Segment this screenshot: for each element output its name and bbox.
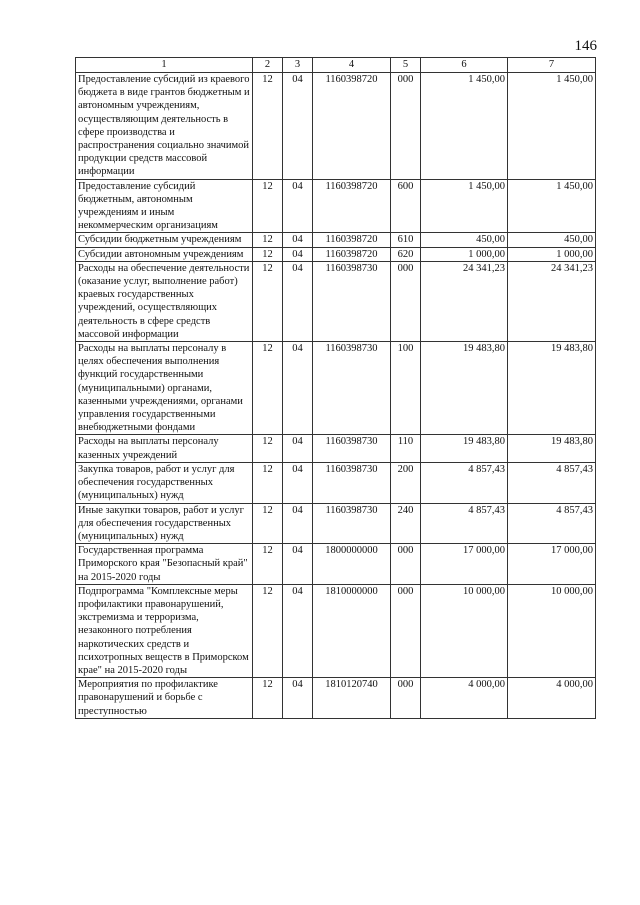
amount-cell-6: 1 450,00	[421, 179, 508, 233]
amount-cell-7: 4 857,43	[508, 462, 596, 503]
amount-cell-7: 1 450,00	[508, 73, 596, 180]
section-cell: 12	[253, 73, 283, 180]
amount-cell-6: 19 483,80	[421, 342, 508, 435]
section-cell: 12	[253, 261, 283, 341]
row-name-cell: Предоставление субсидий бюджетным, автономным учреждениям и иным некоммерческим организациям	[76, 179, 253, 233]
target-code-cell: 1160398720	[313, 179, 391, 233]
section-cell: 12	[253, 462, 283, 503]
table-row	[76, 584, 596, 677]
target-code-cell: 1160398720	[313, 233, 391, 247]
subsection-cell: 04	[283, 435, 313, 462]
subsection-cell: 04	[283, 179, 313, 233]
amount-cell-7: 4 000,00	[508, 678, 596, 719]
table-row	[76, 342, 596, 435]
table-row	[76, 544, 596, 585]
amount-cell-6: 10 000,00	[421, 584, 508, 677]
amount-cell-6: 450,00	[421, 233, 508, 247]
target-code-cell: 1160398730	[313, 435, 391, 462]
amount-cell-7: 1 450,00	[508, 179, 596, 233]
page-number: 146	[574, 38, 597, 54]
row-name-cell: Предоставление субсидий из краевого бюджета в виде грантов бюджетным и автономным учреждениям, осуществляющим деятельность в сфере производства и распространения социально значимой продукции средств массовой информации	[76, 73, 253, 180]
amount-cell-7: 1 000,00	[508, 247, 596, 261]
subsection-cell: 04	[283, 247, 313, 261]
column-header: 5	[391, 58, 421, 73]
expense-kind-cell: 620	[391, 247, 421, 261]
target-code-cell: 1810120740	[313, 678, 391, 719]
amount-cell-6: 1 000,00	[421, 247, 508, 261]
budget-table	[75, 57, 596, 719]
subsection-cell: 04	[283, 678, 313, 719]
amount-cell-6: 17 000,00	[421, 544, 508, 585]
subsection-cell: 04	[283, 233, 313, 247]
table-row	[76, 261, 596, 341]
section-cell: 12	[253, 435, 283, 462]
table-row	[76, 73, 596, 180]
column-header: 6	[421, 58, 508, 73]
row-name-cell: Иные закупки товаров, работ и услуг для обеспечения государственных (муниципальных) нужд	[76, 503, 253, 544]
amount-cell-6: 19 483,80	[421, 435, 508, 462]
target-code-cell: 1160398730	[313, 342, 391, 435]
target-code-cell: 1800000000	[313, 544, 391, 585]
section-cell: 12	[253, 342, 283, 435]
table-row	[76, 435, 596, 462]
section-cell: 12	[253, 247, 283, 261]
expense-kind-cell: 200	[391, 462, 421, 503]
section-cell: 12	[253, 503, 283, 544]
amount-cell-7: 10 000,00	[508, 584, 596, 677]
expense-kind-cell: 000	[391, 678, 421, 719]
amount-cell-6: 4 857,43	[421, 462, 508, 503]
column-header: 7	[508, 58, 596, 73]
target-code-cell: 1810000000	[313, 584, 391, 677]
expense-kind-cell: 600	[391, 179, 421, 233]
table-row	[76, 678, 596, 719]
target-code-cell: 1160398730	[313, 462, 391, 503]
subsection-cell: 04	[283, 261, 313, 341]
column-header: 2	[253, 58, 283, 73]
expense-kind-cell: 000	[391, 544, 421, 585]
column-header: 4	[313, 58, 391, 73]
expense-kind-cell: 240	[391, 503, 421, 544]
amount-cell-7: 4 857,43	[508, 503, 596, 544]
section-cell: 12	[253, 179, 283, 233]
target-code-cell: 1160398720	[313, 73, 391, 180]
subsection-cell: 04	[283, 584, 313, 677]
table-row	[76, 247, 596, 261]
row-name-cell: Расходы на выплаты персоналу в целях обеспечения выполнения функций государственными (муниципальными) органами, казенными учреждениями, органами управления государственными внебюджетными фондами	[76, 342, 253, 435]
row-name-cell: Расходы на обеспечение деятельности (оказание услуг, выполнение работ) краевых государственных учреждений, осуществляющих деятельность в сфере средств массовой информации	[76, 261, 253, 341]
table-row	[76, 179, 596, 233]
row-name-cell: Государственная программа Приморского края "Безопасный край" на 2015-2020 годы	[76, 544, 253, 585]
column-header: 3	[283, 58, 313, 73]
expense-kind-cell: 000	[391, 73, 421, 180]
section-cell: 12	[253, 544, 283, 585]
table-row	[76, 233, 596, 247]
amount-cell-7: 17 000,00	[508, 544, 596, 585]
amount-cell-7: 19 483,80	[508, 435, 596, 462]
column-header: 1	[76, 58, 253, 73]
amount-cell-7: 24 341,23	[508, 261, 596, 341]
row-name-cell: Субсидии автономным учреждениям	[76, 247, 253, 261]
subsection-cell: 04	[283, 503, 313, 544]
subsection-cell: 04	[283, 462, 313, 503]
section-cell: 12	[253, 233, 283, 247]
expense-kind-cell: 610	[391, 233, 421, 247]
table-row	[76, 462, 596, 503]
amount-cell-7: 19 483,80	[508, 342, 596, 435]
expense-kind-cell: 110	[391, 435, 421, 462]
amount-cell-7: 450,00	[508, 233, 596, 247]
table-row	[76, 503, 596, 544]
amount-cell-6: 4 000,00	[421, 678, 508, 719]
section-cell: 12	[253, 678, 283, 719]
expense-kind-cell: 000	[391, 261, 421, 341]
subsection-cell: 04	[283, 544, 313, 585]
target-code-cell: 1160398730	[313, 503, 391, 544]
expense-kind-cell: 100	[391, 342, 421, 435]
subsection-cell: 04	[283, 342, 313, 435]
expense-kind-cell: 000	[391, 584, 421, 677]
amount-cell-6: 24 341,23	[421, 261, 508, 341]
row-name-cell: Подпрограмма "Комплексные меры профилактики правонарушений, экстремизма и терроризма, незаконного потребления наркотических средств и психотропных веществ в Приморском крае" на 2015-2020 годы	[76, 584, 253, 677]
row-name-cell: Мероприятия по профилактике правонарушений и борьбе с преступностью	[76, 678, 253, 719]
row-name-cell: Закупка товаров, работ и услуг для обеспечения государственных (муниципальных) нужд	[76, 462, 253, 503]
row-name-cell: Расходы на выплаты персоналу казенных учреждений	[76, 435, 253, 462]
subsection-cell: 04	[283, 73, 313, 180]
amount-cell-6: 1 450,00	[421, 73, 508, 180]
section-cell: 12	[253, 584, 283, 677]
amount-cell-6: 4 857,43	[421, 503, 508, 544]
target-code-cell: 1160398730	[313, 261, 391, 341]
row-name-cell: Субсидии бюджетным учреждениям	[76, 233, 253, 247]
target-code-cell: 1160398720	[313, 247, 391, 261]
column-number-row	[76, 58, 596, 73]
